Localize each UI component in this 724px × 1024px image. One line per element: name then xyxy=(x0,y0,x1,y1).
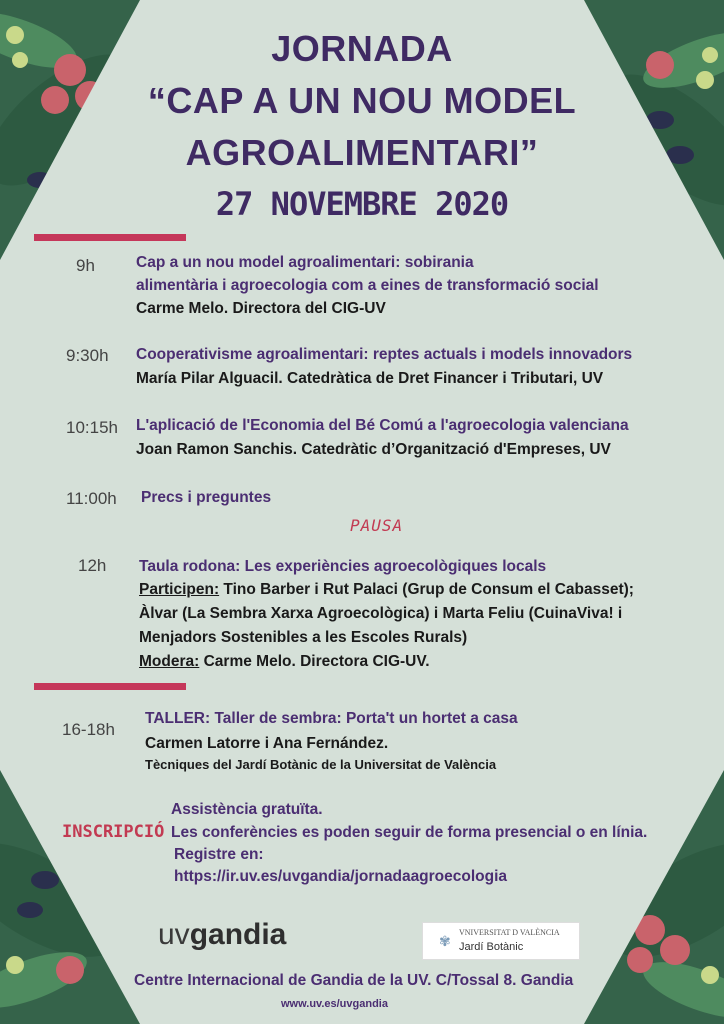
participants-label: Participen: xyxy=(139,581,220,598)
session1-speaker: Carme Melo. Directora del CIG-UV xyxy=(136,300,386,317)
session6-speaker: Carmen Latorre i Ana Fernández. xyxy=(145,735,389,752)
registration-line3: Registre en: xyxy=(174,846,264,863)
session5-time: 12h xyxy=(78,556,107,575)
registration-url[interactable]: https://ir.uv.es/uvgandia/jornadaagroecologia xyxy=(174,868,508,885)
session2-title: Cooperativisme agroalimentari: reptes actuals i models innovadors xyxy=(136,346,633,363)
moderator-label: Modera: xyxy=(139,653,200,670)
leaf-icon: ✾ xyxy=(439,933,451,949)
session1-title-line1: Cap a un nou model agroalimentari: sobirania xyxy=(136,254,474,271)
participants-text: Tino Barber i Rut Palaci (Grup de Consum el Cabasset); xyxy=(219,581,634,598)
session1-title-line2: alimentària i agroecologia com a eines de transformació social xyxy=(136,277,599,294)
session3-title: L'aplicació de l'Economia del Bé Comú a l'agroecologia valenciana xyxy=(136,417,629,434)
jb-name: Jardí Botànic xyxy=(459,941,524,953)
moderator-text: Carme Melo. Directora CIG-UV. xyxy=(199,653,430,670)
session4-time: 11:00h xyxy=(66,489,117,508)
session6-title: TALLER: Taller de sembra: Porta't un hortet a casa xyxy=(145,710,518,727)
event-date: 27 NOVEMBRE 2020 xyxy=(215,185,509,223)
session5-participants-line3: Menjadors Sostenibles a les Escoles Rurals) xyxy=(139,629,468,646)
session5-moderator xyxy=(139,653,430,671)
jb-university: VNIVERSITAT D VALÈNCIA xyxy=(459,928,560,937)
title-line2: “CAP A UN NOU MODEL xyxy=(147,80,577,121)
session1-time: 9h xyxy=(76,256,95,275)
uvgandia-logo xyxy=(158,918,286,952)
divider-bar-top xyxy=(34,234,186,241)
logo-uv-name: gandia xyxy=(189,918,287,951)
footer-web[interactable]: www.uv.es/uvgandia xyxy=(281,998,388,1010)
title-line1: JORNADA xyxy=(271,28,453,69)
jardi-botanic-logo xyxy=(422,922,580,960)
session6-time: 16-18h xyxy=(62,720,115,739)
session5-title: Taula rodona: Les experiències agroecològiques locals xyxy=(139,558,547,575)
footer-address: Centre Internacional de Gandia de la UV. C/Tossal 8. Gandia xyxy=(134,972,574,989)
session5-participants-line1 xyxy=(139,581,634,599)
pause-label: PAUSA xyxy=(350,516,404,535)
session3-time: 10:15h xyxy=(66,418,118,437)
session3-speaker: Joan Ramon Sanchis. Catedràtic d’Organització d'Empreses, UV xyxy=(136,441,611,458)
registration-label: INSCRIPCIÓ xyxy=(62,822,165,842)
registration-line2: Les conferències es poden seguir de forma presencial o en línia. xyxy=(171,824,648,841)
title-line3: AGROALIMENTARI” xyxy=(185,132,539,173)
session4-title: Precs i preguntes xyxy=(141,489,272,506)
logo-uv-prefix: uv xyxy=(158,918,190,951)
session6-note: Tècniques del Jardí Botànic de la Universitat de València xyxy=(145,757,497,772)
session5-participants-line2: Àlvar (La Sembra Xarxa Agroecològica) i Marta Feliu (CuinaViva! i xyxy=(139,605,623,622)
registration-line1: Assistència gratuïta. xyxy=(171,801,323,818)
session2-speaker: María Pilar Alguacil. Catedràtica de Dret Financer i Tributari, UV xyxy=(136,370,604,387)
session2-time: 9:30h xyxy=(66,346,109,365)
divider-bar-bottom xyxy=(34,683,186,690)
